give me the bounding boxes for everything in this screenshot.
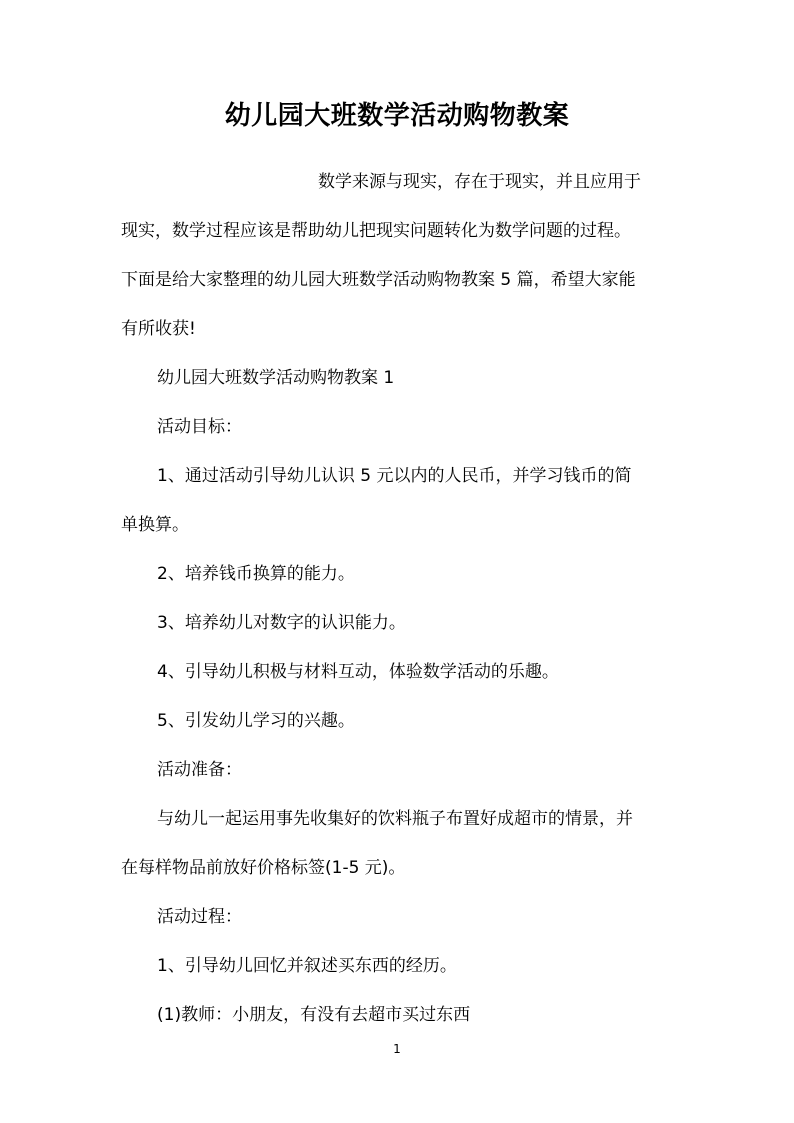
goal-2: 2、培养钱币换算的能力。 (157, 564, 355, 584)
intro-line-3: 下面是给大家整理的幼儿园大班数学活动购物教案 5 篇，希望大家能 (121, 270, 636, 290)
document-title: 幼儿园大班数学活动购物教案 (224, 101, 570, 131)
preparation-line-2: 在每样物品前放好价格标签(1-5 元)。 (121, 858, 406, 878)
section-heading: 幼儿园大班数学活动购物教案 1 (157, 368, 395, 388)
intro-line-2: 现实，数学过程应该是帮助幼儿把现实问题转化为数学问题的过程。 (121, 221, 631, 241)
page-number: 1 (393, 1042, 401, 1056)
preparation-heading: 活动准备： (157, 760, 242, 780)
intro-line-4: 有所收获! (121, 319, 196, 339)
preparation-line-1: 与幼儿一起运用事先收集好的饮料瓶子布置好成超市的情景，并 (157, 809, 633, 829)
goal-5: 5、引发幼儿学习的兴趣。 (157, 711, 355, 731)
process-step-1-sub: (1)教师：小朋友，有没有去超市买过东西 (157, 1005, 471, 1025)
goal-4: 4、引导幼儿积极与材料互动，体验数学活动的乐趣。 (157, 662, 559, 682)
goal-1-line-1: 1、通过活动引导幼儿认识 5 元以内的人民币，并学习钱币的简 (157, 466, 632, 486)
goal-1-line-2: 单换算。 (121, 515, 189, 535)
process-heading: 活动过程： (157, 907, 242, 927)
goals-heading: 活动目标： (157, 417, 242, 437)
process-step-1: 1、引导幼儿回忆并叙述买东西的经历。 (157, 956, 457, 976)
intro-line-1: 数学来源与现实，存在于现实，并且应用于 (318, 172, 641, 192)
goal-3: 3、培养幼儿对数字的认识能力。 (157, 613, 406, 633)
